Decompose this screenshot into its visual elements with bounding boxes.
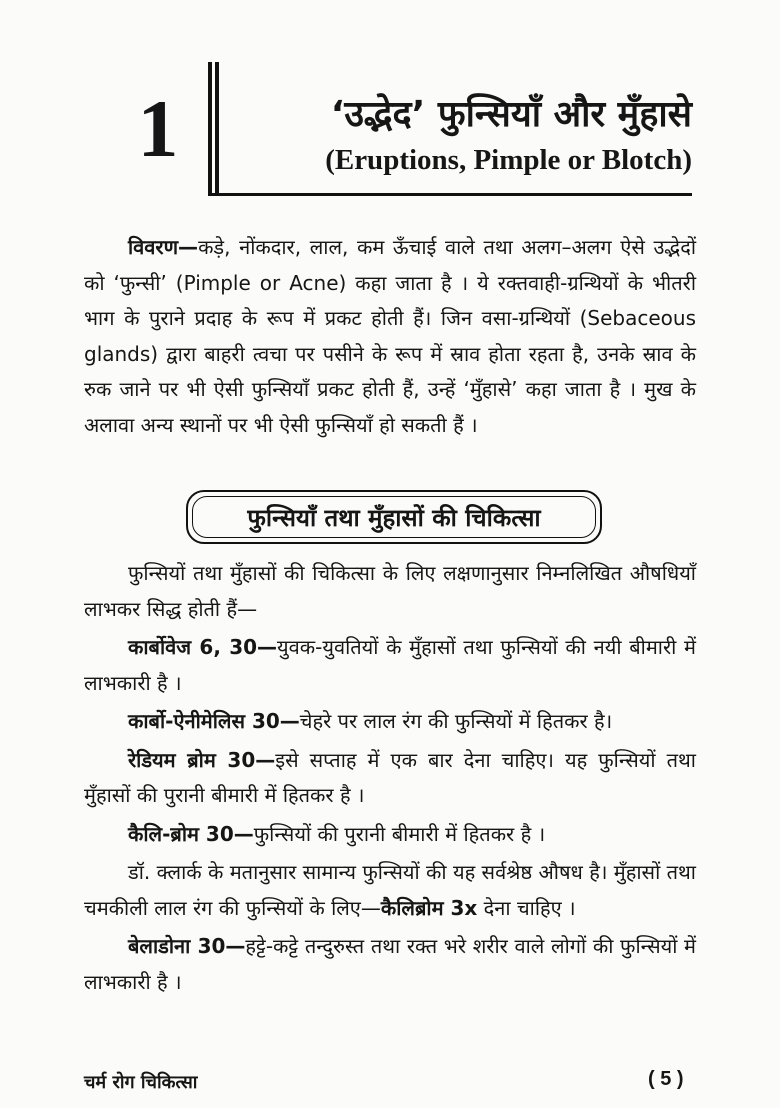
description-label: विवरण— (128, 235, 199, 259)
remedy-name: रेडियम ब्रोम 30— (128, 747, 276, 772)
chapter-title-english: (Eruptions, Pimple or Blotch) (325, 144, 692, 176)
remedy-text: चेहरे पर लाल रंग की फुन्सियों में हितकर है। (299, 709, 613, 733)
remedy-name: कैलि-ब्रोम 30— (128, 821, 254, 846)
remedy-item (84, 929, 696, 1000)
clarke-note-remedy: कैलिब्रोम 3x (380, 895, 478, 920)
remedy-name: कार्बोवेज 6, 30— (128, 635, 278, 659)
remedy-text: युवक-युवतियों के मुँहासों तथा फुन्सियों की नयी बीमारी में लाभकारी है । (84, 635, 696, 695)
remedy-name: बेलाडोना 30— (128, 934, 246, 958)
page-number: ( 5 ) (648, 1068, 684, 1090)
remedies-list (84, 556, 696, 1003)
remedy-item (84, 743, 696, 814)
remedy-item (84, 704, 696, 740)
clarke-note-after: देना चाहिए । (477, 895, 576, 920)
description-paragraph (84, 230, 696, 443)
clarke-note-before: डॉ. क्लार्क के मतानुसार सामान्य फुन्सियों की यह सर्वश्रेष्ठ औषध है। मुँहासों तथा चमकीली लाल रंग की फुन्सियों के लिए— (84, 860, 696, 920)
chapter-number: 1 (137, 83, 179, 174)
chapter-divider-left (208, 62, 212, 196)
remedy-name: कार्बो-ऐनीमेलिस 30— (128, 709, 300, 733)
chapter-divider-right (215, 62, 219, 196)
remedy-text: हट्टे-कट्टे तन्दुरुस्त तथा रक्त भरे शरीर वाले लोगों की फुन्सियों में लाभकारी है । (84, 934, 696, 994)
section-intro: फुन्सियों तथा मुँहासों की चिकित्सा के लिए लक्षणानुसार निम्नलिखित औषधियाँ लाभकर सिद्ध होती हैं— (84, 561, 696, 621)
remedy-item (84, 630, 696, 701)
footer-book-title: चर्म रोग चिकित्सा (84, 1072, 198, 1093)
section-heading: फुन्सियाँ तथा मुँहासों की चिकित्सा (247, 503, 541, 532)
chapter-title-hindi: ‘उद्भेद’ फुन्सियाँ और मुँहासे (330, 94, 692, 135)
clarke-note (84, 855, 696, 926)
section-heading-box (186, 490, 602, 544)
remedy-text: फुन्सियों की पुरानी बीमारी में हितकर है । (253, 821, 546, 846)
remedy-text: इसे सप्ताह में एक बार देना चाहिए। यह फुन्सियों तथा मुँहासों की पुरानी बीमारी में हितकर है । (84, 747, 696, 807)
remedy-item (84, 817, 696, 853)
description-text: कड़े, नोंकदार, लाल, कम ऊँचाई वाले तथा अलग–अलग ऐसे उद्भेदों को ‘फुन्सी’ (Pimple or Acne) कहा जाता है । ये रक्तवाही-ग्रन्थियों के भीतरी भाग के पुराने प्रदाह के रूप में प्रकट होती हैं। जिन वसा-ग्रन्थियों (Sebaceous glands) द्वारा बाहरी त्वचा पर पसीने के रूप में स्राव होता रहता है, उनके स्राव के रुक जाने पर भी ऐसी फुन्सियाँ प्रकट होती हैं, उन्हें ‘मुँहासे’ कहा जाता है । मुख के अलावा अन्य स्थानों पर भी ऐसी फुन्सियाँ हो सकती हैं । (84, 235, 696, 437)
chapter-underline (208, 193, 692, 196)
